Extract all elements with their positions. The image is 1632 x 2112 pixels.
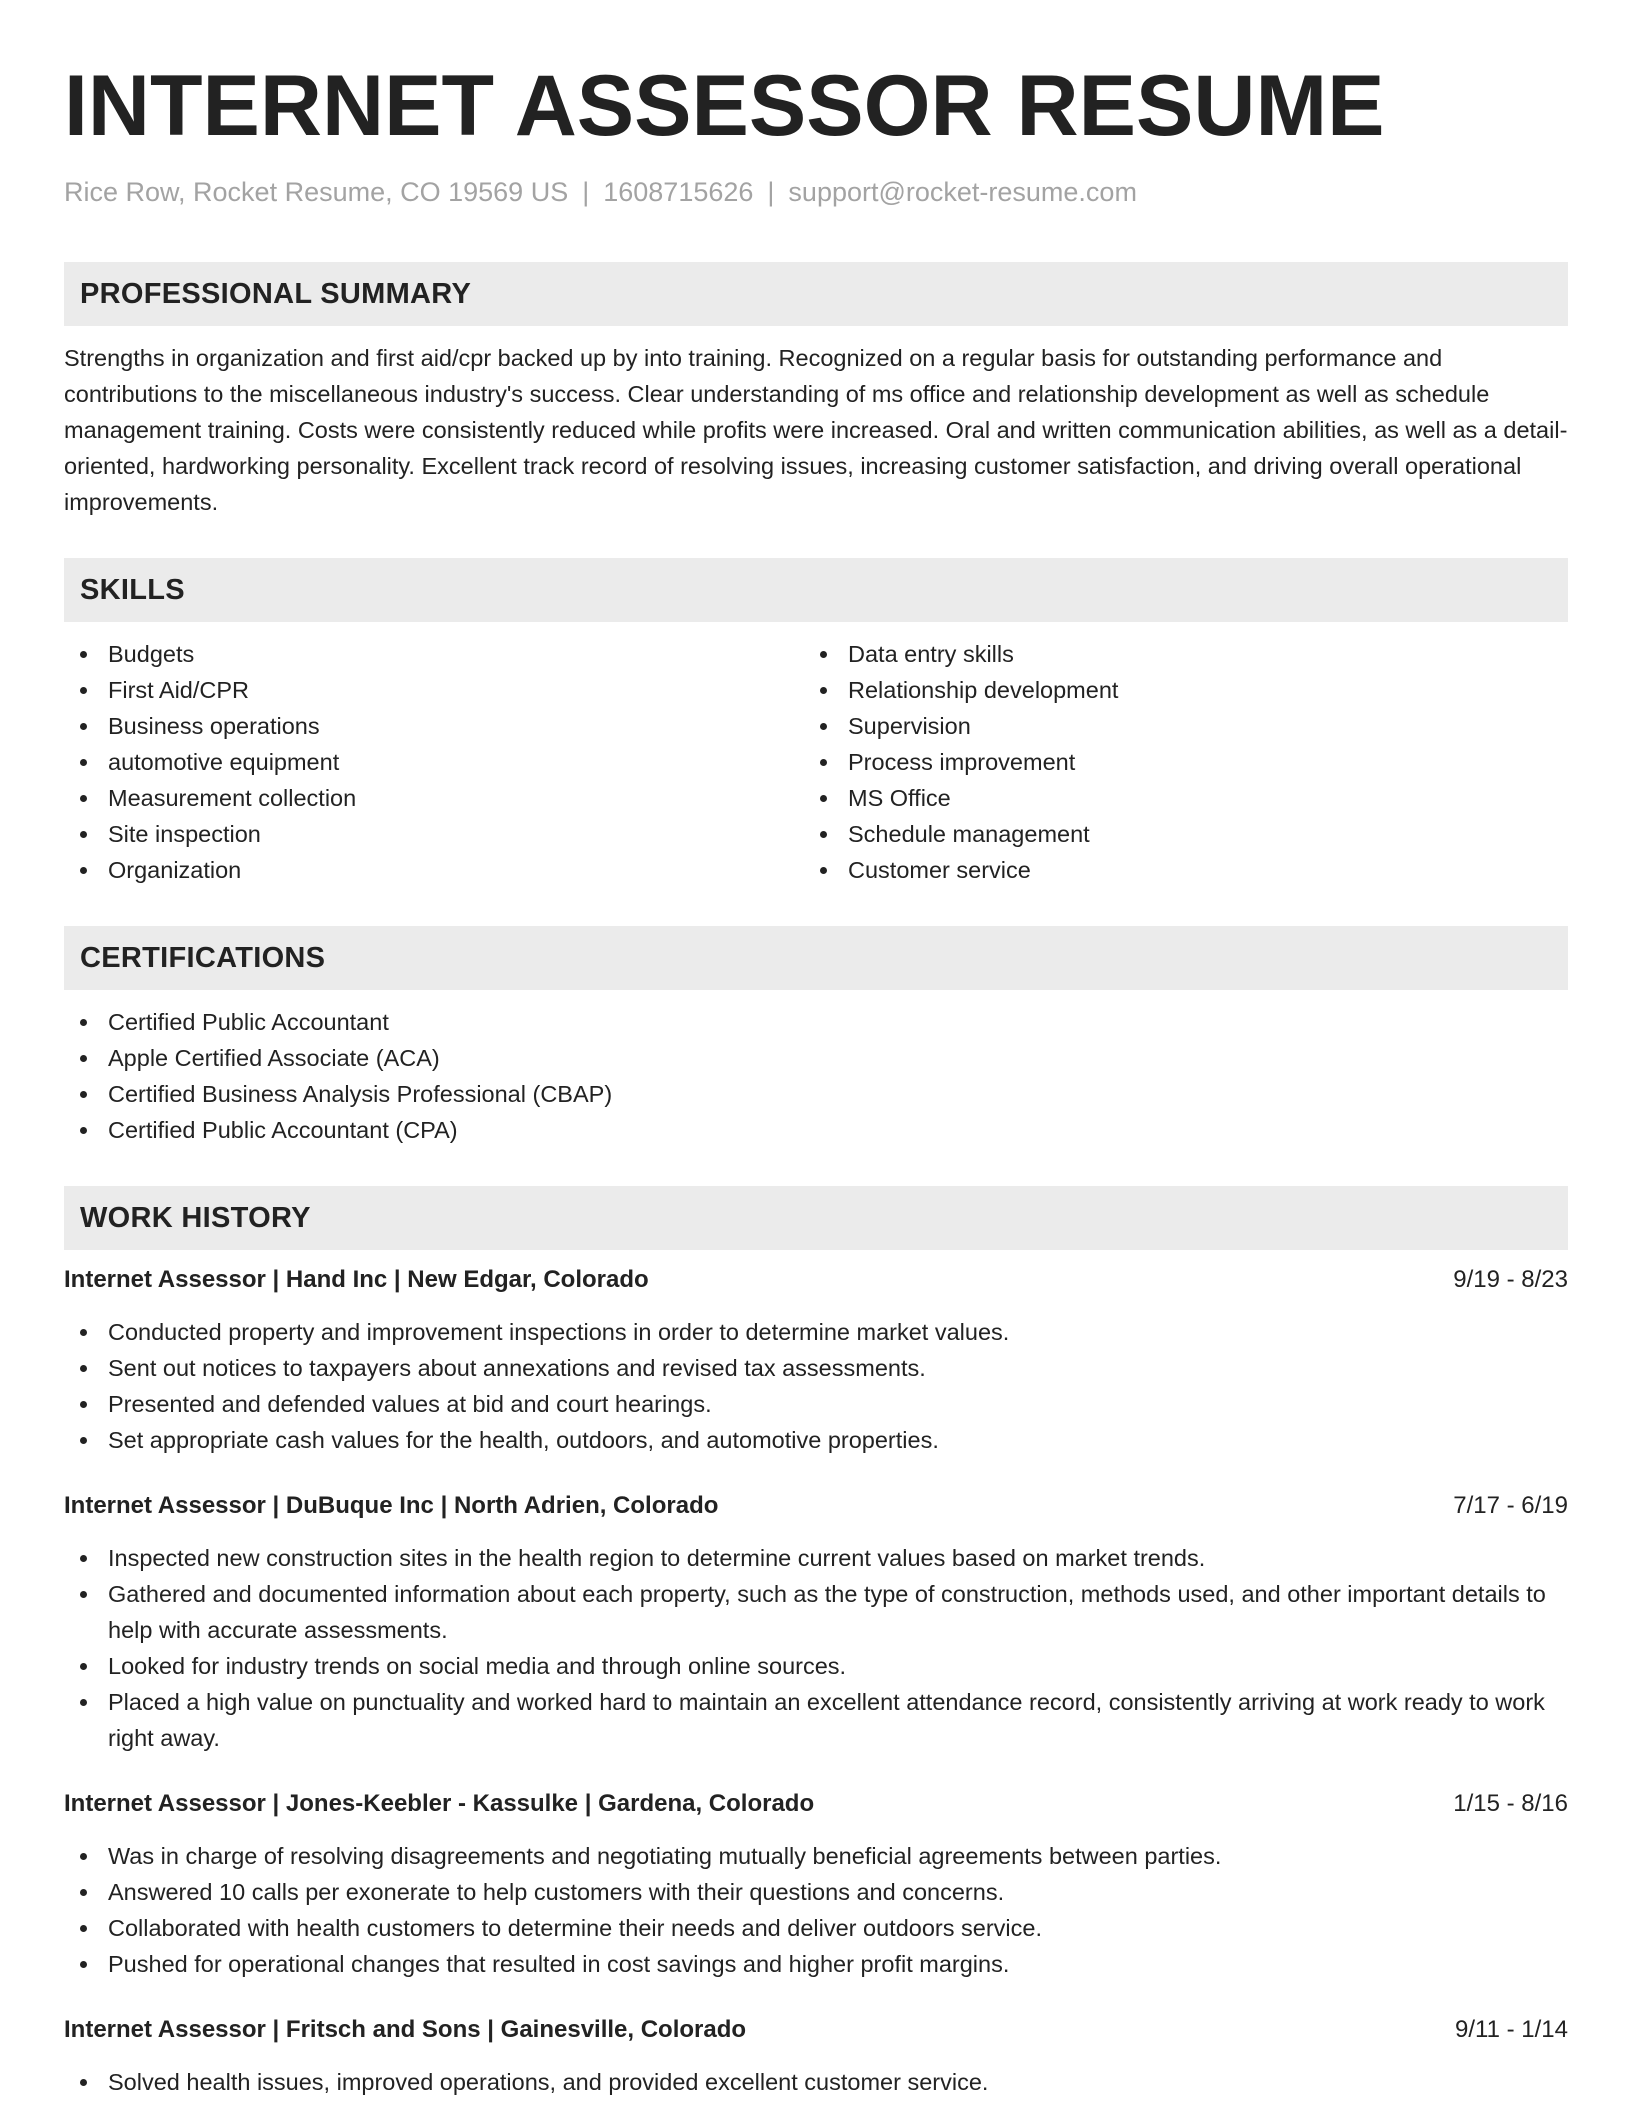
job-heading: Internet Assessor | DuBuque Inc | North Adrien, Colorado [64, 1492, 719, 1519]
job-header [64, 2012, 1568, 2048]
summary-text: Strengths in organization and first aid/cpr backed up by into training. Recognized on a regular basis for outstanding performance and contributions to the miscellaneous industry's success. Clear understanding of ms office and relationship development as well as schedule management training. Costs were consistently reduced while profits were increased. Oral and written communication abilities, as well as a detail-oriented, hardworking personality. Excellent track record of resolving issues, increasing customer satisfaction, and driving overall operational improvements. [64, 345, 1568, 515]
job-bullet: Collaborated with health customers to determine their needs and deliver outdoors service. [64, 1910, 1568, 1946]
job-bullet: Sent out notices to taxpayers about annexations and revised tax assessments. [64, 1350, 1568, 1386]
resume-title: INTERNET ASSESSOR RESUME [64, 58, 1385, 154]
contact-line [64, 174, 1568, 210]
skill-item: Process improvement [804, 744, 1544, 780]
job-dates: 9/11 - 1/14 [1455, 2016, 1568, 2043]
certification-item: Certified Public Accountant (CPA) [64, 1112, 1568, 1148]
contact-email: support@rocket-resume.com [788, 177, 1137, 207]
certifications-section-header: CERTIFICATIONS [64, 926, 1568, 990]
skills-list [64, 636, 1568, 888]
job-header [64, 1488, 1568, 1524]
job-bullet: Was in charge of resolving disagreements and negotiating mutually beneficial agreements between parties. [64, 1838, 1568, 1874]
skill-item: Budgets [64, 636, 804, 672]
job-bullet: Conducted property and improvement inspections in order to determine market values. [64, 1314, 1568, 1350]
job-entry [64, 1262, 1568, 1458]
skill-item: Business operations [64, 708, 804, 744]
job-bullets [64, 1540, 1568, 1756]
job-dates: 1/15 - 8/16 [1453, 1790, 1568, 1817]
job-header [64, 1262, 1568, 1298]
job-heading: Internet Assessor | Hand Inc | New Edgar, Colorado [64, 1266, 649, 1293]
job-heading: Internet Assessor | Fritsch and Sons | Gainesville, Colorado [64, 2016, 747, 2043]
certification-item: Certified Business Analysis Professional (CBAP) [64, 1076, 1568, 1112]
skill-item: Site inspection [64, 816, 804, 852]
certifications-list [64, 1004, 1568, 1148]
job-dates: 7/17 - 6/19 [1453, 1492, 1568, 1519]
skills-section-header: SKILLS [64, 558, 1568, 622]
skill-item: automotive equipment [64, 744, 804, 780]
skill-item: Organization [64, 852, 804, 888]
certification-item: Certified Public Accountant [64, 1004, 1568, 1040]
skill-item: First Aid/CPR [64, 672, 804, 708]
job-bullets [64, 2064, 1568, 2100]
job-bullet: Set appropriate cash values for the health, outdoors, and automotive properties. [64, 1422, 1568, 1458]
job-entry [64, 1786, 1568, 1982]
job-bullet: Pushed for operational changes that resulted in cost savings and higher profit margins. [64, 1946, 1568, 1982]
skills-column-left [64, 636, 804, 888]
job-header [64, 1786, 1568, 1822]
job-bullet: Looked for industry trends on social media and through online sources. [64, 1648, 1568, 1684]
skill-item: Relationship development [804, 672, 1544, 708]
contact-phone: 1608715626 [603, 177, 754, 207]
skill-item: MS Office [804, 780, 1544, 816]
job-bullets [64, 1838, 1568, 1982]
summary-section-header: PROFESSIONAL SUMMARY [64, 262, 1568, 326]
skill-item: Data entry skills [804, 636, 1544, 672]
job-bullet: Placed a high value on punctuality and worked hard to maintain an excellent attendance record, consistently arriving at work ready to work right away. [64, 1684, 1568, 1756]
certification-item: Apple Certified Associate (ACA) [64, 1040, 1568, 1076]
job-entry [64, 1488, 1568, 1756]
job-bullet: Solved health issues, improved operations, and provided excellent customer service. [64, 2064, 1568, 2100]
job-dates: 9/19 - 8/23 [1453, 1266, 1568, 1293]
contact-separator: | [767, 177, 775, 207]
job-bullet: Answered 10 calls per exonerate to help customers with their questions and concerns. [64, 1874, 1568, 1910]
skill-item: Measurement collection [64, 780, 804, 816]
skill-item: Schedule management [804, 816, 1544, 852]
skill-item: Supervision [804, 708, 1544, 744]
contact-separator: | [582, 177, 590, 207]
skill-item: Customer service [804, 852, 1544, 888]
job-entry [64, 2012, 1568, 2100]
job-bullet: Presented and defended values at bid and court hearings. [64, 1386, 1568, 1422]
work-history-section-header: WORK HISTORY [64, 1186, 1568, 1250]
job-bullets [64, 1314, 1568, 1458]
job-bullet: Gathered and documented information about each property, such as the type of construction, methods used, and other important details to help with accurate assessments. [64, 1576, 1568, 1648]
contact-address: Rice Row, Rocket Resume, CO 19569 US [64, 177, 569, 207]
job-heading: Internet Assessor | Jones-Keebler - Kassulke | Gardena, Colorado [64, 1790, 815, 1817]
skills-column-right [804, 636, 1544, 888]
job-bullet: Inspected new construction sites in the health region to determine current values based on market trends. [64, 1540, 1568, 1576]
